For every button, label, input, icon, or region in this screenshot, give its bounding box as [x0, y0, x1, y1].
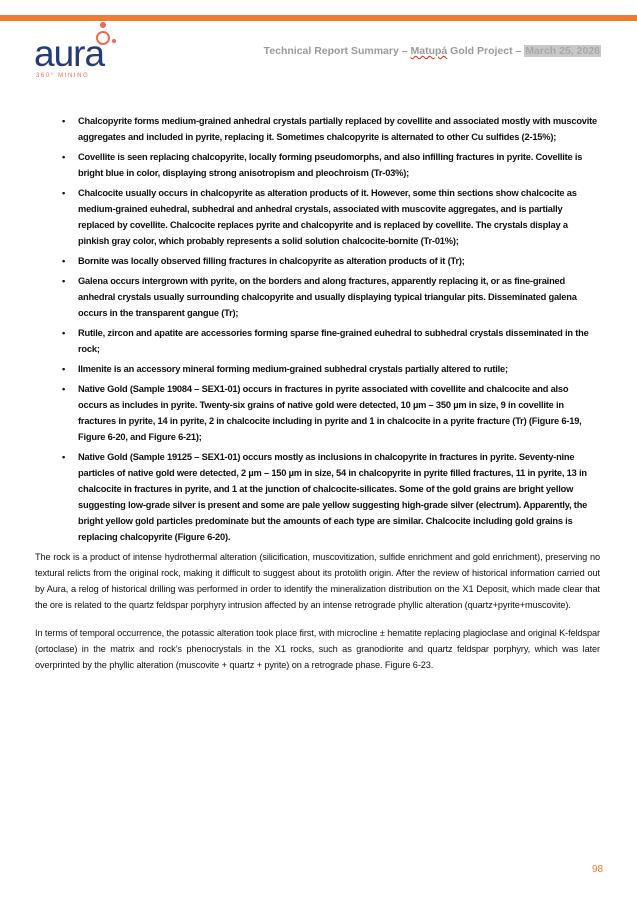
- logo-word: aura: [34, 33, 105, 74]
- bullet-icon: •: [62, 276, 66, 286]
- bullet-icon: •: [62, 364, 66, 374]
- aura-logo: [34, 22, 134, 82]
- body-paragraph: In terms of temporal occurrence, the potassic alteration took place first, with microcline ± hematite replacing plagioclase and original K-feldspar (ortoclase) in the matrix and rock’s phenocrystals in the X1 rocks, such as granodiorite and quartz feldspar porphyry, which was later overprinted by the phyllic alteration (muscovite + quartz + pyrite) on a retrograde phase. Figure 6-23.: [35, 628, 600, 670]
- bullet-item: [62, 253, 600, 269]
- bullet-text: Galena occurs intergrown with pyrite, on the borders and along fractures, apparently replacing it, or as fine-grained anhedral crystals usually surrounding chalcopyrite and usually displaying typical triangular pits. Disseminated galena occurs in the transparent gangue (Tr);: [78, 276, 577, 318]
- bullet-icon: •: [62, 256, 66, 266]
- bullet-item: [62, 449, 600, 545]
- bullet-item: [62, 381, 600, 445]
- logo-dot-icon: [112, 39, 116, 43]
- bullet-text: Native Gold (Sample 19125 – SEX1-01) occurs mostly as inclusions in chalcopyrite in fractures in pyrite. Seventy-nine particles of native gold were detected, 2 µm – 150 µm in size, 54 in chalcopyrite in pyrite filled fractures, 11 in pyrite, 13 in chalcocite in fractures in pyrite, and 1 at the junction of chalcocite-silicates. Some of the gold grains are bright yellow suggesting low-grade silver is present and some are pale yellow suggesting high-grade silver (electrum). Apparently, the bright yellow gold particles predominate but the amounts of each type are similar. Chalcocite including gold grains is replacing chalcopyrite (Figure 6-20).: [78, 452, 588, 542]
- bullet-icon: •: [62, 152, 66, 162]
- bullet-item: [62, 185, 600, 249]
- logo-dot-icon: [100, 22, 106, 28]
- bullet-text: Covellite is seen replacing chalcopyrite, locally forming pseudomorphs, and also infilling fractures in pyrite. Covellite is bright blue in color, displaying strong anisotropism and pleochroism (Tr-03%);: [78, 152, 583, 178]
- bullet-icon: •: [62, 384, 66, 394]
- body-paragraph: The rock is a product of intense hydrothermal alteration (silicification, muscovitization, sulfide enrichment and gold enrichment), preserving no textural relicts from the original rock, making it difficult to suggest about its protolith origin. After the review of historical information carried out by Aura, a relog of historical drilling was performed in order to identify the mineralization distribution on the X1 Deposit, which made clear that the ore is related to the quartz feldspar porphyry intrusion affected by an intense retrograde phyllic alteration (quartz+pyrite+muscovite).: [35, 552, 600, 610]
- header-title-prefix: Technical Report Summary –: [263, 45, 411, 57]
- bullet-text: Native Gold (Sample 19084 – SEX1-01) occurs in fractures in pyrite associated with covellite and chalcocite and also occurs as includes in pyrite. Twenty-six grains of native gold were detected, 10 µm – 350 µm in size, 9 in covellite in fractures in pyrite, 14 in pyrite, 2 in chalcocite including in pyrite and 1 in chalcocite in a pyrite fracture (Tr) (Figure 6-19, Figure 6-20, and Figure 6-21);: [78, 384, 582, 442]
- bullet-icon: •: [62, 452, 66, 462]
- bullet-icon: •: [62, 328, 66, 338]
- header-accent-bar: [0, 15, 637, 21]
- bullet-item: [62, 149, 600, 181]
- mineral-bullet-list: [35, 113, 600, 545]
- bullet-text: Ilmenite is an accessory mineral forming medium-grained subhedral crystals partially altered to rutile;: [78, 364, 508, 374]
- bullet-icon: •: [62, 116, 66, 126]
- bullet-item: [62, 113, 600, 145]
- bullet-item: [62, 361, 600, 377]
- bullet-text: Rutile, zircon and apatite are accessories forming sparse fine-grained euhedral to subhedral crystals disseminated in the rock;: [78, 328, 589, 354]
- header-date: March 25, 2026: [525, 45, 600, 57]
- bullet-text: Bornite was locally observed filling fractures in chalcopyrite as alteration products of it (Tr);: [78, 256, 465, 266]
- page-number: 98: [592, 864, 604, 875]
- header-project: Matupá: [410, 45, 448, 57]
- bullet-item: [62, 325, 600, 357]
- bullet-text: Chalcocite usually occurs in chalcopyrite as alteration products of it. However, some thin sections show chalcocite as medium-grained euhedral, subhedral and anhedral crystals, associated with muscovite aggregates, and is partially replaced by covellite. Chalcocite replaces pyrite and chalcopyrite and is replaced by covellite. The crystals display a pinkish gray color, which probably represents a solid solution chalcocite-bornite (Tr-01%);: [78, 188, 577, 246]
- bullet-icon: •: [62, 188, 66, 198]
- running-header: [264, 45, 601, 57]
- bullet-item: [62, 273, 600, 321]
- logo-tagline: 360° MINING: [36, 73, 90, 79]
- page-body: [35, 113, 600, 673]
- header-title-middle: Gold Project –: [447, 45, 525, 57]
- bullet-text: Chalcopyrite forms medium-grained anhedral crystals partially replaced by covellite and associated mostly with muscovite aggregates and included in pyrite, replacing it. Sometimes chalcopyrite is alternated to other Cu sulfides (2-15%);: [78, 116, 598, 142]
